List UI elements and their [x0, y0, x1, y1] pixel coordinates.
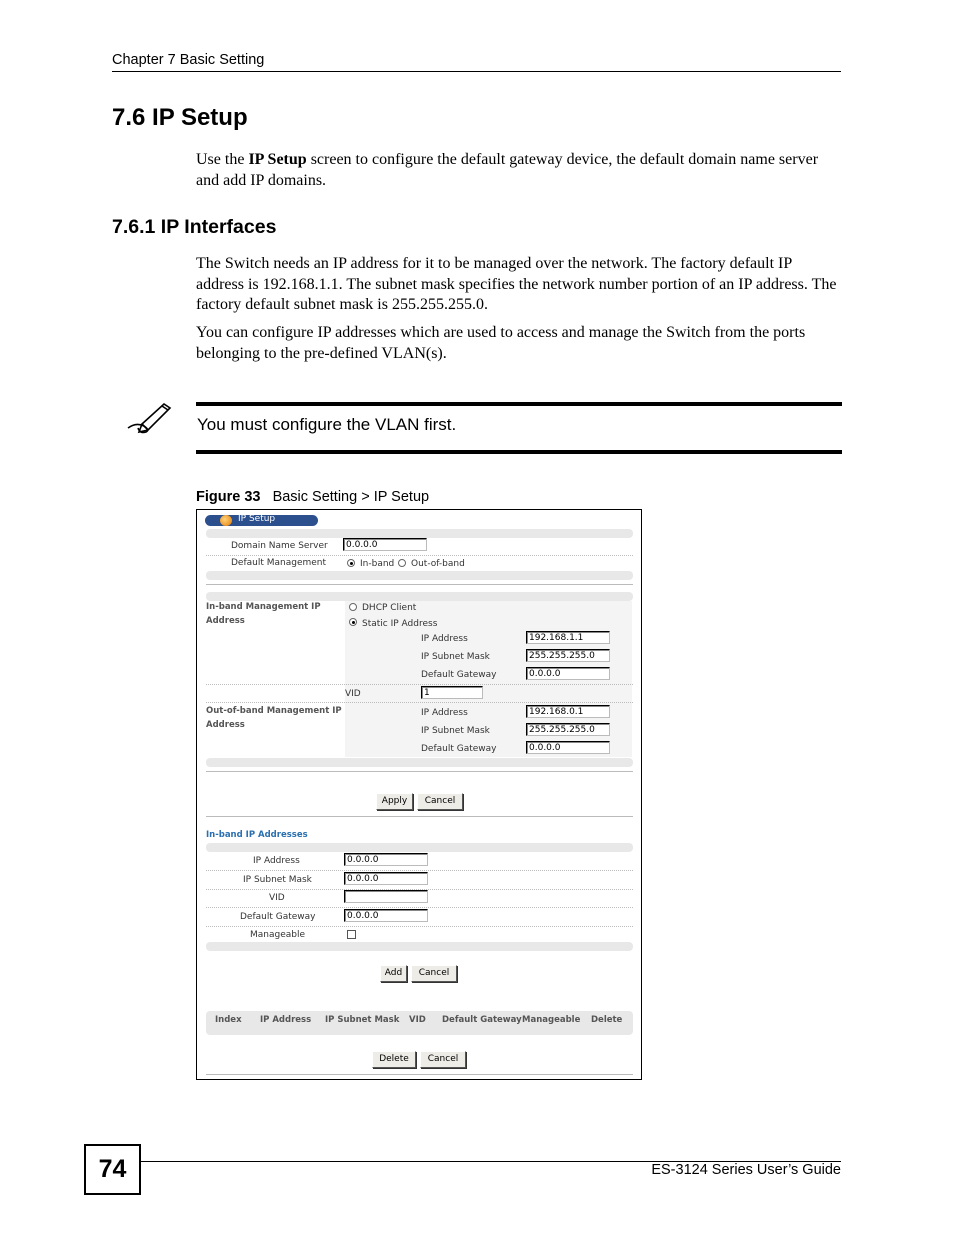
default-management-label: Default Management [231, 558, 327, 568]
band-top-1 [206, 529, 633, 538]
apply-button[interactable]: Apply [376, 793, 413, 810]
note-top-rule [196, 402, 842, 406]
band-top-3 [206, 843, 633, 852]
section-title: 7.6 IP Setup [112, 104, 248, 131]
add-vid-label: VID [269, 893, 285, 903]
add-gateway-label: Default Gateway [240, 912, 316, 922]
inband-mgmt-label-2: Address [206, 616, 245, 626]
oob-ip-input[interactable]: 192.168.0.1 [526, 705, 610, 718]
note-text: You must configure the VLAN first. [197, 415, 457, 434]
inband-addresses-title: In-band IP Addresses [206, 830, 308, 840]
add-cancel-button[interactable]: Cancel [411, 965, 457, 982]
inband-mask-label: IP Subnet Mask [421, 652, 490, 662]
inband-ip-input[interactable]: 192.168.1.1 [526, 631, 610, 644]
add-button[interactable]: Add [380, 965, 407, 982]
intro-paragraph [196, 149, 836, 191]
table-cancel-button[interactable]: Cancel [420, 1051, 466, 1068]
add-ip-input[interactable]: 0.0.0.0 [344, 853, 428, 866]
col-subnet-mask: IP Subnet Mask [325, 1015, 400, 1025]
col-default-gateway: Default Gateway [442, 1015, 522, 1025]
add-vid-input[interactable] [344, 890, 428, 903]
col-ip-address: IP Address [260, 1015, 312, 1025]
band-top-2 [206, 592, 633, 601]
add-mask-label: IP Subnet Mask [243, 875, 312, 885]
ip-setup-tab[interactable] [205, 515, 318, 526]
manageable-checkbox[interactable] [347, 930, 356, 939]
static-ip-radio[interactable] [349, 618, 357, 626]
page-number: 74 [84, 1144, 141, 1195]
col-delete: Delete [591, 1015, 623, 1025]
domain-name-server-label: Domain Name Server [231, 541, 328, 551]
vid-label: VID [345, 689, 361, 699]
tab-title: IP Setup [238, 514, 276, 524]
subsection-title: 7.6.1 IP Interfaces [112, 216, 277, 238]
oob-mgmt-label-2: Address [206, 720, 245, 730]
section-divider [206, 584, 633, 585]
paragraph-2: You can configure IP addresses which are used to access and manage the Switch from the ports belonging to the pre-defined VLAN(s). [196, 324, 806, 362]
cancel-button[interactable]: Cancel [417, 793, 463, 810]
outofband-option-label: Out-of-band [411, 559, 465, 569]
band-bottom-3 [206, 942, 633, 951]
section-divider [206, 1074, 633, 1075]
note-pencil-icon [124, 398, 174, 436]
divider [206, 870, 633, 871]
col-manageable: Manageable [522, 1015, 581, 1025]
figure-caption-text: Basic Setting > IP Setup [272, 489, 430, 505]
inband-option-label: In-band [360, 559, 395, 569]
delete-button[interactable]: Delete [372, 1051, 416, 1068]
add-gateway-input[interactable]: 0.0.0.0 [344, 909, 428, 922]
divider [206, 926, 633, 927]
divider [206, 702, 633, 703]
band-bottom-2 [206, 758, 633, 767]
inband-ip-label: IP Address [421, 634, 468, 644]
header-rule [112, 71, 841, 72]
oob-gateway-label: Default Gateway [421, 744, 497, 754]
col-index: Index [215, 1015, 242, 1025]
add-mask-input[interactable]: 0.0.0.0 [344, 872, 428, 885]
oob-gateway-input[interactable]: 0.0.0.0 [526, 741, 610, 754]
intro-text-post: screen to configure the default gateway device, the default domain name server and add IP domains. [196, 151, 819, 189]
inband-mgmt-label-1: In-band Management IP [206, 602, 321, 612]
manageable-label: Manageable [250, 930, 306, 940]
outofband-radio[interactable] [398, 559, 406, 567]
add-ip-label: IP Address [253, 856, 300, 866]
paragraph-1: The Switch needs an IP address for it to be managed over the network. The factory default IP address is 192.168.1.1. The subnet mask specifies the network number portion of an IP address. The factory default subnet mask is 255.255.255.0. [196, 255, 837, 313]
vid-input[interactable]: 1 [421, 686, 483, 699]
divider [206, 555, 633, 556]
inband-gateway-input[interactable]: 0.0.0.0 [526, 667, 610, 680]
oob-mgmt-label-1: Out-of-band Management IP [206, 706, 342, 716]
inband-radio[interactable] [347, 559, 355, 567]
dhcp-client-radio[interactable] [349, 603, 357, 611]
figure-caption [196, 489, 429, 505]
intro-text-bold: IP Setup [248, 151, 307, 168]
section-divider [206, 771, 633, 772]
section-divider [206, 816, 633, 817]
static-ip-label: Static IP Address [362, 619, 438, 629]
inband-mask-input[interactable]: 255.255.255.0 [526, 649, 610, 662]
domain-name-server-input[interactable]: 0.0.0.0 [343, 538, 427, 551]
oob-mask-input[interactable]: 255.255.255.0 [526, 723, 610, 736]
divider [206, 684, 633, 685]
intro-text-pre: Use the [196, 151, 249, 168]
note-bottom-rule [196, 450, 842, 454]
figure-label: Figure 33 [196, 489, 261, 505]
chapter-header: Chapter 7 Basic Setting [112, 52, 265, 68]
col-vid: VID [409, 1015, 426, 1025]
guide-title: ES-3124 Series User’s Guide [651, 1162, 841, 1178]
divider [206, 907, 633, 908]
inband-gateway-label: Default Gateway [421, 670, 497, 680]
dhcp-client-label: DHCP Client [362, 603, 417, 613]
oob-ip-label: IP Address [421, 708, 468, 718]
band-bottom-1 [206, 571, 633, 580]
oob-mask-label: IP Subnet Mask [421, 726, 490, 736]
tab-orb-icon [220, 515, 232, 526]
